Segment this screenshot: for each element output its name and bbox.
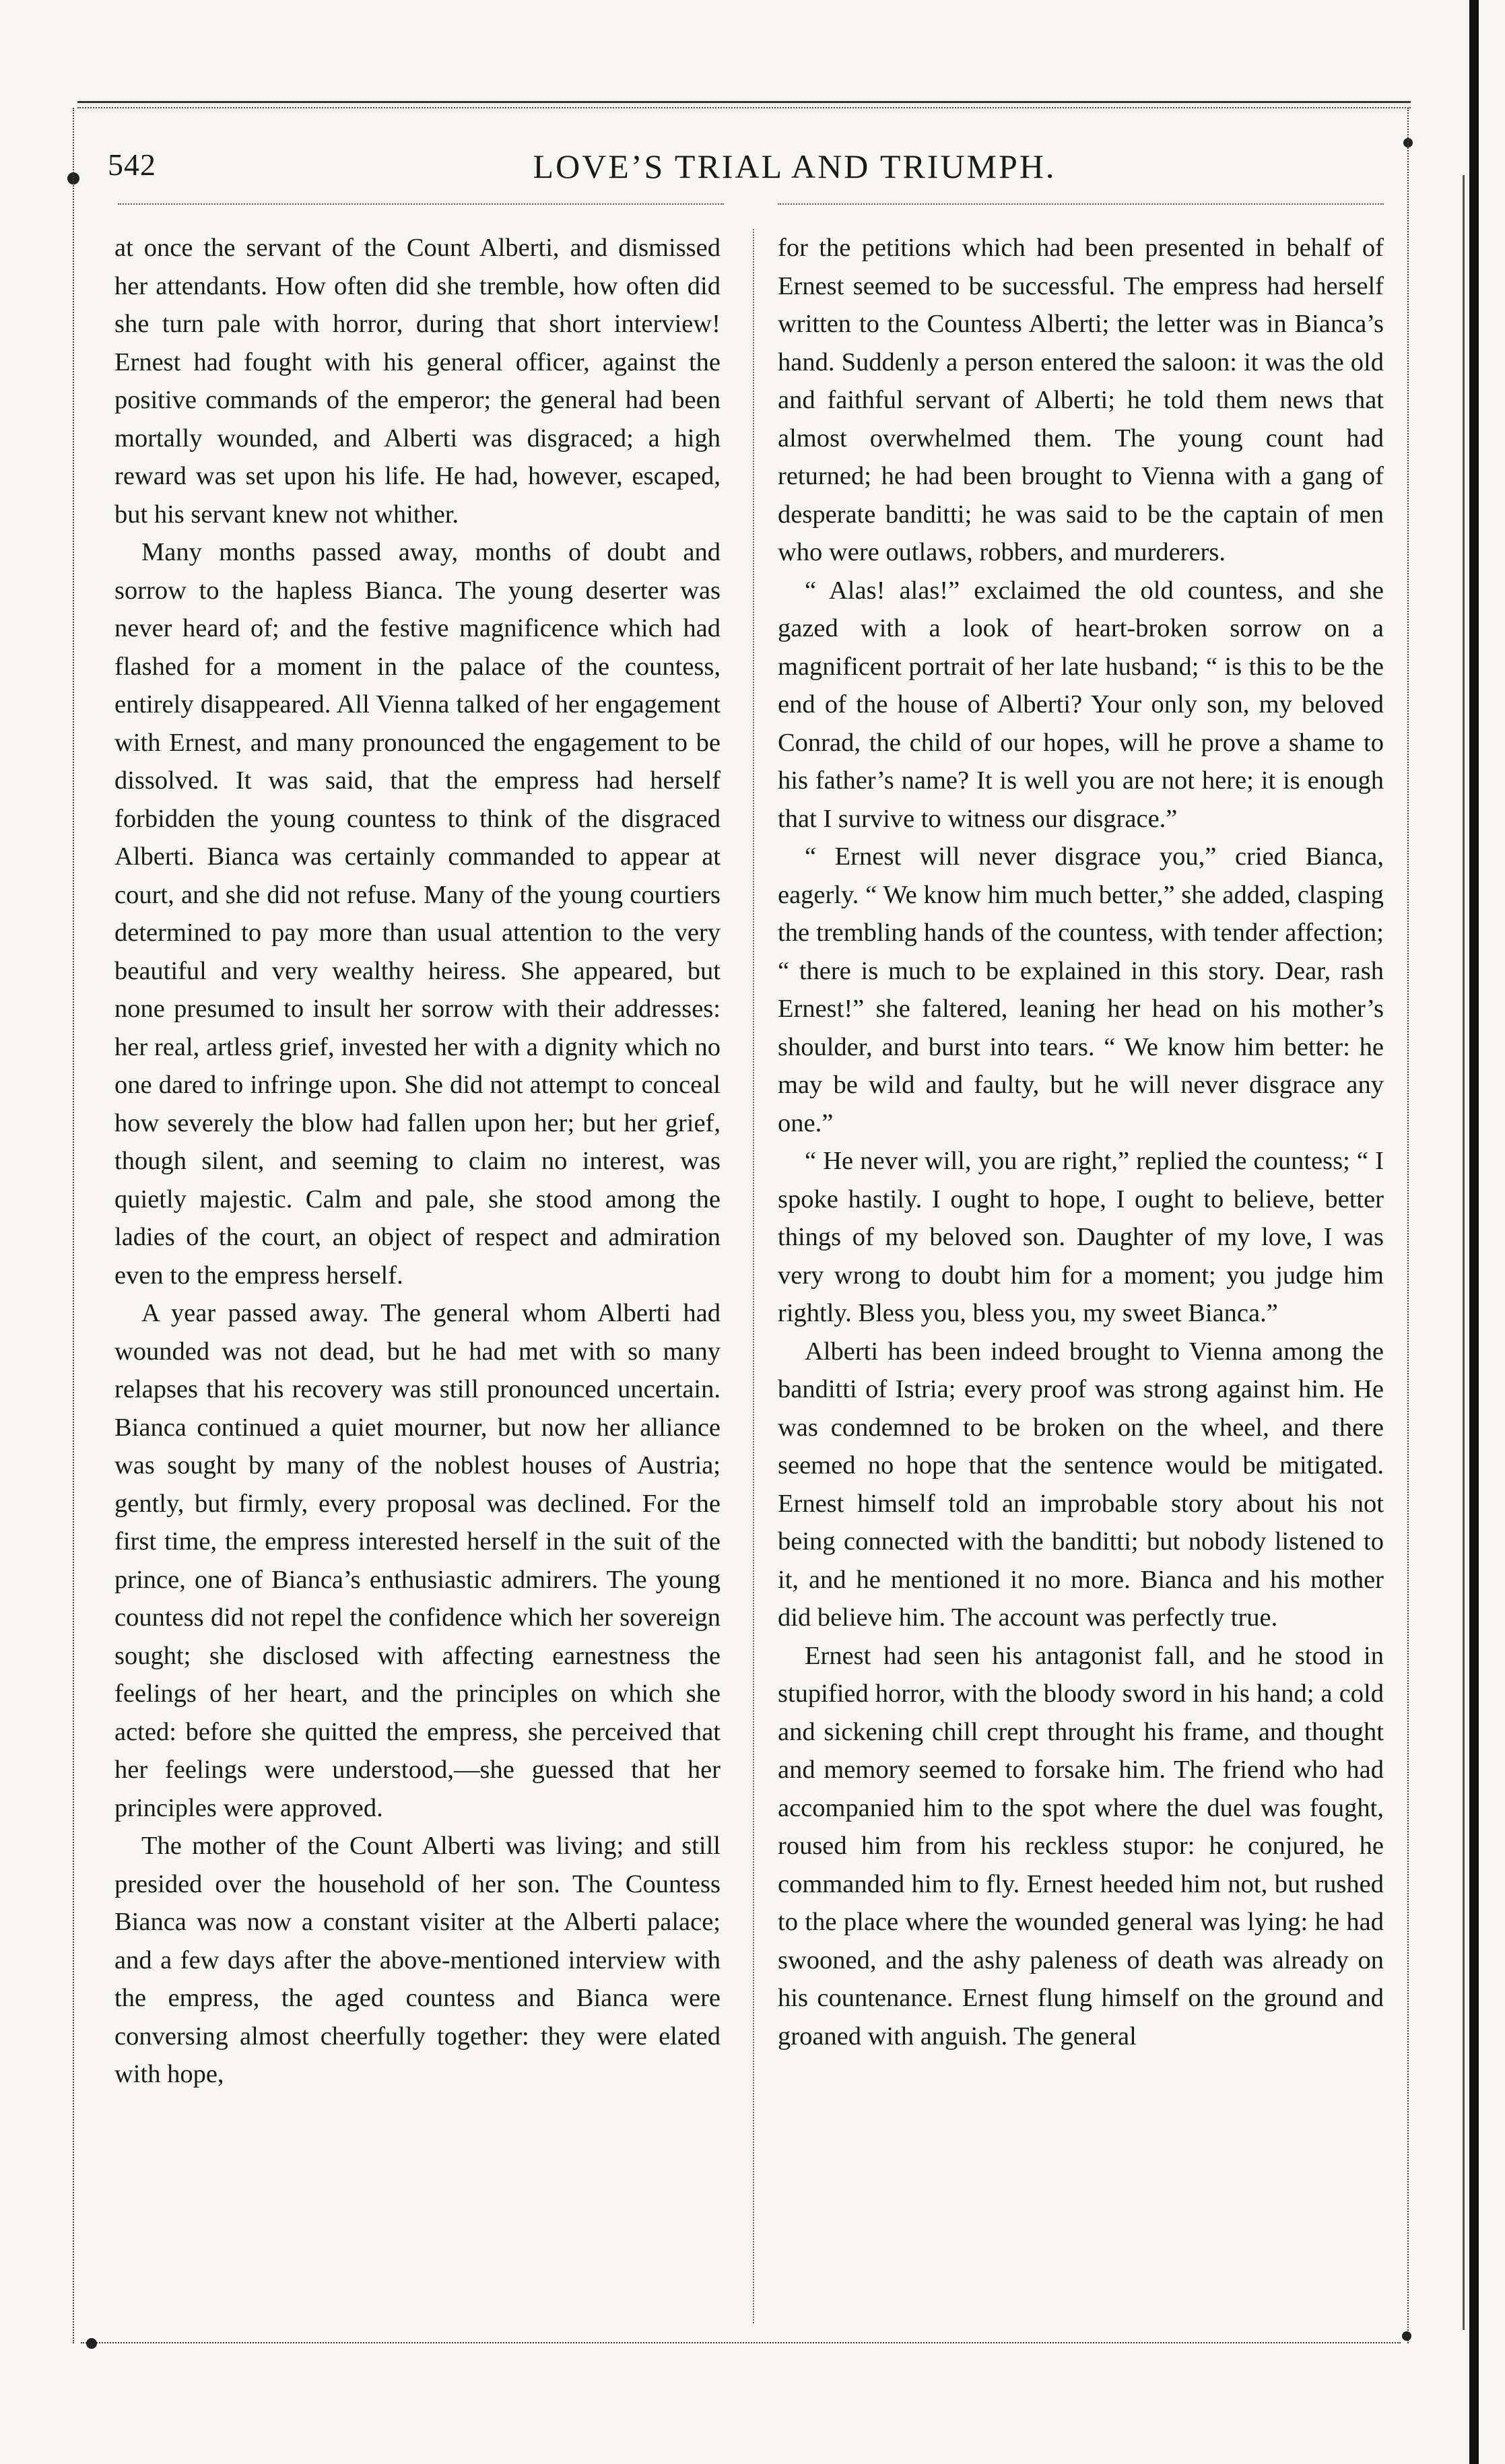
page-edge-shadow [1463, 175, 1465, 2330]
top-ornamental-rule [77, 101, 1411, 115]
header-rule-left [118, 203, 724, 209]
page-number: 542 [108, 147, 156, 182]
left-column [114, 229, 721, 2330]
left-frame-rule [73, 108, 74, 2343]
header-rule-right [778, 203, 1384, 209]
running-title: LOVE’S TRIAL AND TRIUMPH. [533, 147, 1057, 185]
paragraph: Alberti has been indeed brought to Vienna among the banditti of Istria; every proof was strong against him. He was condemned to be broken on the wheel, and there seemed no hope that the sentence would be mitigated. Ernest himself told an improbable story about his not being connected with the banditti; but nobody listened to it, and he mentioned it no more. Bianca and his mother did believe him. The account was perfectly true. [778, 1337, 1384, 1632]
paragraph: “ He never will, you are right,” replied the countess; “ I spoke hastily. I ought to hope, I ought to believe, better things of my beloved son. Daughter of my love, I was very wrong to doubt him for a moment; you judge him rightly. Bless you, bless you, my sweet Bianca.” [778, 1147, 1384, 1327]
paragraph: for the petitions which had been presented in behalf of Ernest seemed to be successful. The empress had herself written to the Countess Alberti; the letter was in Bianca’s hand. Suddenly a person entered the saloon: it was the old and faithful servant of Alberti; he told them news that almost overwhelmed them. The young count had returned; he had been brought to Vienna with a gang of desperate banditti; he was said to be the captain of men who were outlaws, robbers, and murderers. [778, 234, 1384, 566]
paragraph: Ernest had seen his antagonist fall, and he stood in stupified horror, with the bloody sword in his hand; a cold and sickening chill crept throught his frame, and thought and memory seemed to forsake him. The friend who had accompanied him to the spot where the duel was fought, roused him from his reckless stupor: he conjured, he commanded him to fly. Ernest heeded him not, but rushed to the place where the wounded general was lying: he had swooned, and the ashy paleness of death was already on his countenance. Ernest flung himself on the ground and groaned with anguish. The general [778, 1641, 1384, 2051]
paragraph: The mother of the Count Alberti was living; and still presided over the household of her son. The Countess Bianca was now a constant visiter at the Alberti palace; and a few days after the above-mentioned interview with the empress, the aged countess and Bianca were conversing almost cheerfully together: they were elated with hope, [114, 1832, 721, 2088]
bottom-ornamental-rule [81, 2342, 1401, 2353]
paragraph: “ Ernest will never disgrace you,” cried Bianca, eagerly. “ We know him much better,” she added, clasping the trembling hands of the countess, with tender affection; “ there is much to be explained in this story. Dear, rash Ernest!” she faltered, leaning her head on his mother’s shoulder, and burst into tears. “ We know him better: he may be wild and faulty, but he will never disgrace any one.” [778, 842, 1384, 1137]
right-frame-rule [1407, 108, 1409, 2343]
paragraph: at once the servant of the Count Alberti, and dismissed her attendants. How often did she tremble, how often did she turn pale with horror, during that short interview! Ernest had fought with his general officer, against the positive commands of the emperor; the general had been mortally wounded, and Alberti was disgraced; a high reward was set upon his life. He had, however, escaped, but his servant knew not whither. [114, 234, 721, 529]
right-column [778, 229, 1384, 2330]
paragraph: “ Alas! alas!” exclaimed the old countess, and she gazed with a look of heart-broken sorrow on a magnificent portrait of her late husband; “ is this to be the end of the house of Alberti? Your only son, my beloved Conrad, the child of our hopes, will he prove a shame to his father’s name? It is well you are not here; it is enough that I survive to witness our disgrace.” [778, 576, 1384, 833]
page-edge [1469, 0, 1479, 2464]
bottom-left-ornament [86, 2338, 97, 2349]
column-divider [753, 229, 754, 2323]
paragraph: Many months passed away, months of doubt and sorrow to the hapless Bianca. The young deserter was never heard of; and the festive magnificence which had flashed for a moment in the palace of the countess, entirely disappeared. All Vienna talked of her engagement with Ernest, and many pronounced the engagement to be dissolved. It was said, that the empress had herself forbidden the young countess to think of the disgraced Alberti. Bianca was certainly commanded to appear at court, and she did not refuse. Many of the young courtiers determined to pay more than usual attention to the very beautiful and very wealthy heiress. She appeared, but none presumed to insult her sorrow with their addresses: her real, artless grief, invested her with a dignity which no one dared to infringe upon. She did not attempt to conceal how severely the blow had fallen upon her; but her grief, though silent, and seeming to claim no interest, was quietly majestic. Calm and pale, she stood among the ladies of the court, an object of respect and admiration even to the empress herself. [114, 538, 721, 1290]
paragraph: A year passed away. The general whom Alberti had wounded was not dead, but he had met with so many relapses that his recovery was still pronounced uncertain. Bianca continued a quiet mourner, but now her alliance was sought by many of the noblest houses of Austria; gently, but firmly, every proposal was declined. For the first time, the empress interested herself in the suit of the prince, one of Bianca’s enthusiastic admirers. The young countess did not repel the confidence which her sovereign sought; she disclosed with affecting earnestness the feelings of her heart, and the principles on which she acted: before she quitted the empress, she perceived that her feelings were understood,—she guessed that her principles were approved. [114, 1299, 721, 1822]
bottom-right-ornament [1402, 2331, 1411, 2341]
page-header [0, 147, 1505, 194]
